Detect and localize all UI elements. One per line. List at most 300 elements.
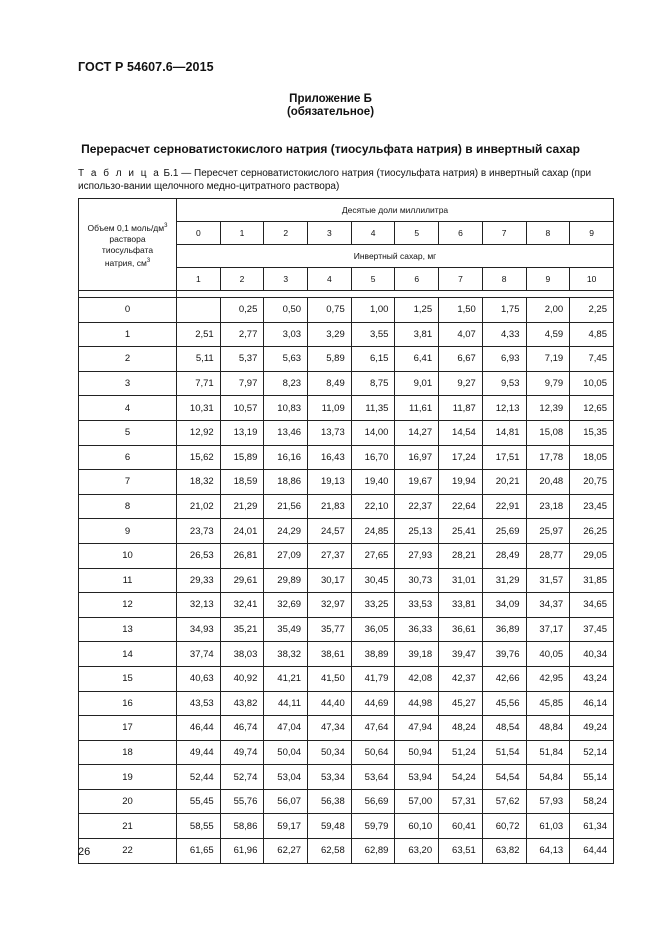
- caption-prefix: Т а б л и ц а: [78, 168, 161, 179]
- table-cell: 50,34: [308, 740, 352, 765]
- caption-text: Б.1 — Пересчет серноватистокислого натрия (тиосульфата натрия) в инвертный сахар (при использо-вании щелочного медно-цитратного раствора): [78, 168, 592, 192]
- table-cell: 12,39: [526, 396, 570, 421]
- stub-header-sup2: 3: [146, 257, 151, 264]
- table-cell: 8,23: [264, 371, 308, 396]
- table-cell: 31,57: [526, 568, 570, 593]
- table-cell: 3,55: [351, 322, 395, 347]
- table-cell: 43,82: [220, 691, 264, 716]
- table-cell: 27,65: [351, 543, 395, 568]
- table-cell: 7,97: [220, 371, 264, 396]
- table-cell: 54,24: [439, 765, 483, 790]
- table-cell: 33,25: [351, 593, 395, 618]
- table-cell: 34,09: [482, 593, 526, 618]
- row-volume: 17: [79, 716, 177, 741]
- stub-header-line3: тиосульфата: [101, 244, 154, 255]
- table-cell: 61,34: [570, 814, 614, 839]
- row-volume: 9: [79, 519, 177, 544]
- decimal-col-header: 9: [570, 222, 614, 245]
- row-volume: 22: [79, 839, 177, 864]
- table-cell: 52,74: [220, 765, 264, 790]
- table-cell: 15,62: [177, 445, 221, 470]
- stub-header: [79, 199, 177, 291]
- table-cell: 8,75: [351, 371, 395, 396]
- table-cell: 5,89: [308, 347, 352, 372]
- table-cell: 46,44: [177, 716, 221, 741]
- table-cell: 11,87: [439, 396, 483, 421]
- table-cell: 49,24: [570, 716, 614, 741]
- page-number: 26: [78, 846, 91, 858]
- table-cell: 4,33: [482, 322, 526, 347]
- row-volume: 6: [79, 445, 177, 470]
- table-cell: 2,00: [526, 298, 570, 323]
- table-cell: 3,81: [395, 322, 439, 347]
- table-cell: 31,01: [439, 568, 483, 593]
- table-cell: 21,56: [264, 494, 308, 519]
- table-cell: 28,21: [439, 543, 483, 568]
- table-cell: 42,95: [526, 666, 570, 691]
- table-cell: 14,00: [351, 420, 395, 445]
- table-cell: 44,98: [395, 691, 439, 716]
- table-row: [79, 347, 614, 372]
- table-cell: 43,53: [177, 691, 221, 716]
- table-cell: 21,29: [220, 494, 264, 519]
- table-cell: 44,40: [308, 691, 352, 716]
- table-cell: 15,08: [526, 420, 570, 445]
- row-volume: 7: [79, 470, 177, 495]
- table-cell: 17,24: [439, 445, 483, 470]
- table-cell: 26,53: [177, 543, 221, 568]
- table-cell: 53,64: [351, 765, 395, 790]
- table-cell: 10,57: [220, 396, 264, 421]
- table-row: [79, 617, 614, 642]
- stub-header-line4: натрия, см: [104, 257, 147, 268]
- table-cell: 20,48: [526, 470, 570, 495]
- table-cell: 63,82: [482, 839, 526, 864]
- table-row: [79, 765, 614, 790]
- table-cell: 46,14: [570, 691, 614, 716]
- table-cell: 13,19: [220, 420, 264, 445]
- table-cell: 13,46: [264, 420, 308, 445]
- table-cell: 9,27: [439, 371, 483, 396]
- table-cell: 23,18: [526, 494, 570, 519]
- table-cell: 14,54: [439, 420, 483, 445]
- table-cell: 45,27: [439, 691, 483, 716]
- table-cell: 6,67: [439, 347, 483, 372]
- table-cell: 58,55: [177, 814, 221, 839]
- table-cell: 17,78: [526, 445, 570, 470]
- table-row: [79, 543, 614, 568]
- table-cell: 24,85: [351, 519, 395, 544]
- table-cell: 21,83: [308, 494, 352, 519]
- column-number: 3: [264, 268, 308, 291]
- stub-header-line1: Объем 0,1 моль/дм: [87, 222, 165, 233]
- table-cell: 7,71: [177, 371, 221, 396]
- table-cell: 6,41: [395, 347, 439, 372]
- table-cell: 44,69: [351, 691, 395, 716]
- table-cell: 61,65: [177, 839, 221, 864]
- table-cell: 59,79: [351, 814, 395, 839]
- table-cell: 6,93: [482, 347, 526, 372]
- table-cell: 9,79: [526, 371, 570, 396]
- table-cell: 30,73: [395, 568, 439, 593]
- table-cell: 11,35: [351, 396, 395, 421]
- row-volume: 16: [79, 691, 177, 716]
- table-cell: 48,84: [526, 716, 570, 741]
- column-number: 8: [482, 268, 526, 291]
- table-cell: 20,75: [570, 470, 614, 495]
- decimal-col-header: 0: [177, 222, 221, 245]
- table-cell: 53,34: [308, 765, 352, 790]
- decimal-col-header: 6: [439, 222, 483, 245]
- table-cell: 18,86: [264, 470, 308, 495]
- decimal-col-header: 8: [526, 222, 570, 245]
- table-cell: 36,33: [395, 617, 439, 642]
- annex-label: Приложение Б: [289, 93, 372, 105]
- row-volume: 2: [79, 347, 177, 372]
- table-cell: 38,32: [264, 642, 308, 667]
- table-cell: 41,21: [264, 666, 308, 691]
- table-cell: 57,62: [482, 789, 526, 814]
- decimal-col-header: 7: [482, 222, 526, 245]
- table-cell: 48,24: [439, 716, 483, 741]
- table-cell: 41,50: [308, 666, 352, 691]
- table-cell: 16,70: [351, 445, 395, 470]
- table-cell: 59,48: [308, 814, 352, 839]
- table-cell: 16,16: [264, 445, 308, 470]
- row-volume: 10: [79, 543, 177, 568]
- table-cell: 18,32: [177, 470, 221, 495]
- table-cell: 0,50: [264, 298, 308, 323]
- table-cell: 13,73: [308, 420, 352, 445]
- table-cell: 51,84: [526, 740, 570, 765]
- table-cell: 4,59: [526, 322, 570, 347]
- table-cell: 8,49: [308, 371, 352, 396]
- table-cell: 20,21: [482, 470, 526, 495]
- table-cell: 19,67: [395, 470, 439, 495]
- column-number: 4: [308, 268, 352, 291]
- table-cell: 12,13: [482, 396, 526, 421]
- column-number: 7: [439, 268, 483, 291]
- table-cell: 42,37: [439, 666, 483, 691]
- table-cell: 29,33: [177, 568, 221, 593]
- table-cell: 10,05: [570, 371, 614, 396]
- table-cell: 31,29: [482, 568, 526, 593]
- row-volume: 13: [79, 617, 177, 642]
- table-cell: 3,03: [264, 322, 308, 347]
- table-cell: 28,49: [482, 543, 526, 568]
- table-cell: 60,72: [482, 814, 526, 839]
- table-cell: 27,37: [308, 543, 352, 568]
- table-cell: 33,81: [439, 593, 483, 618]
- table-cell: 55,76: [220, 789, 264, 814]
- table-cell: 51,24: [439, 740, 483, 765]
- table-cell: 38,89: [351, 642, 395, 667]
- table-cell: 2,25: [570, 298, 614, 323]
- table-cell: 22,91: [482, 494, 526, 519]
- decimal-header: Десятые доли миллилитра: [177, 199, 614, 222]
- table-cell: 32,97: [308, 593, 352, 618]
- table-cell: 62,58: [308, 839, 352, 864]
- table-cell: 39,76: [482, 642, 526, 667]
- table-body: [79, 291, 614, 864]
- table-cell: 23,73: [177, 519, 221, 544]
- table-cell: 18,59: [220, 470, 264, 495]
- table-row: [79, 839, 614, 864]
- table-cell: 56,07: [264, 789, 308, 814]
- row-volume: 19: [79, 765, 177, 790]
- table-cell: 23,45: [570, 494, 614, 519]
- table-cell: 37,74: [177, 642, 221, 667]
- table-cell: 6,15: [351, 347, 395, 372]
- row-volume: 15: [79, 666, 177, 691]
- table-cell: 47,94: [395, 716, 439, 741]
- table-cell: 43,24: [570, 666, 614, 691]
- table-cell: 42,08: [395, 666, 439, 691]
- row-volume: 11: [79, 568, 177, 593]
- table-cell: 36,05: [351, 617, 395, 642]
- table-cell: 10,31: [177, 396, 221, 421]
- table-cell: 41,79: [351, 666, 395, 691]
- table-cell: 24,01: [220, 519, 264, 544]
- table-row: [79, 642, 614, 667]
- table-cell: 64,44: [570, 839, 614, 864]
- table-cell: 27,09: [264, 543, 308, 568]
- table-cell: 36,61: [439, 617, 483, 642]
- table-cell: 57,93: [526, 789, 570, 814]
- table-cell: 26,81: [220, 543, 264, 568]
- table-cell: 11,09: [308, 396, 352, 421]
- table-cell: 50,94: [395, 740, 439, 765]
- table-cell: 37,45: [570, 617, 614, 642]
- table-cell: 29,61: [220, 568, 264, 593]
- table-cell: 4,85: [570, 322, 614, 347]
- table-cell: 5,37: [220, 347, 264, 372]
- table-row: [79, 789, 614, 814]
- table-cell: 53,94: [395, 765, 439, 790]
- table-cell: 58,24: [570, 789, 614, 814]
- table-cell: 50,64: [351, 740, 395, 765]
- sugar-header: Инвертный сахар, мг: [177, 245, 614, 268]
- table-row: [79, 470, 614, 495]
- table-header: [79, 199, 614, 291]
- table-cell: 32,69: [264, 593, 308, 618]
- table-cell: 63,51: [439, 839, 483, 864]
- table-cell: 57,00: [395, 789, 439, 814]
- table-cell: 2,77: [220, 322, 264, 347]
- table-cell: 19,94: [439, 470, 483, 495]
- table-cell: 21,02: [177, 494, 221, 519]
- header-separator: [79, 291, 614, 298]
- table-cell: 37,17: [526, 617, 570, 642]
- decimal-col-header: 1: [220, 222, 264, 245]
- table-caption: [78, 167, 623, 193]
- table-cell: 7,19: [526, 347, 570, 372]
- table-cell: 17,51: [482, 445, 526, 470]
- table-cell: 19,13: [308, 470, 352, 495]
- table-cell: [177, 298, 221, 323]
- decimal-col-header: 2: [264, 222, 308, 245]
- table-cell: 40,92: [220, 666, 264, 691]
- table-cell: 25,69: [482, 519, 526, 544]
- table-cell: 24,57: [308, 519, 352, 544]
- table-cell: 46,74: [220, 716, 264, 741]
- column-number: 9: [526, 268, 570, 291]
- table-cell: 61,96: [220, 839, 264, 864]
- table-row: [79, 568, 614, 593]
- table-cell: 28,77: [526, 543, 570, 568]
- row-volume: 20: [79, 789, 177, 814]
- table-cell: 34,37: [526, 593, 570, 618]
- table-cell: 22,10: [351, 494, 395, 519]
- stub-header-sup: 3: [164, 222, 168, 229]
- table-cell: 14,27: [395, 420, 439, 445]
- row-volume: 8: [79, 494, 177, 519]
- row-volume: 0: [79, 298, 177, 323]
- table-cell: 29,05: [570, 543, 614, 568]
- column-number: 2: [220, 268, 264, 291]
- table-cell: 35,77: [308, 617, 352, 642]
- table-row: [79, 716, 614, 741]
- table-cell: 40,63: [177, 666, 221, 691]
- table-cell: 47,04: [264, 716, 308, 741]
- column-number: 10: [570, 268, 614, 291]
- table-row: [79, 691, 614, 716]
- table-cell: 7,45: [570, 347, 614, 372]
- table-cell: 4,07: [439, 322, 483, 347]
- table-cell: 15,35: [570, 420, 614, 445]
- table-cell: 9,01: [395, 371, 439, 396]
- table-row: [79, 740, 614, 765]
- table-cell: 56,38: [308, 789, 352, 814]
- table-cell: 59,17: [264, 814, 308, 839]
- table-cell: 64,13: [526, 839, 570, 864]
- table-cell: 52,14: [570, 740, 614, 765]
- table-cell: 58,86: [220, 814, 264, 839]
- table-cell: 48,54: [482, 716, 526, 741]
- table-cell: 39,47: [439, 642, 483, 667]
- decimal-col-header: 3: [308, 222, 352, 245]
- table-cell: 54,54: [482, 765, 526, 790]
- table-cell: 60,41: [439, 814, 483, 839]
- table-cell: 9,53: [482, 371, 526, 396]
- table-cell: 39,18: [395, 642, 439, 667]
- table-cell: 24,29: [264, 519, 308, 544]
- table-row: [79, 445, 614, 470]
- stub-header-line2: раствора: [109, 233, 146, 244]
- table-cell: 36,89: [482, 617, 526, 642]
- table-cell: 25,97: [526, 519, 570, 544]
- table-cell: 42,66: [482, 666, 526, 691]
- table-cell: 34,93: [177, 617, 221, 642]
- table-cell: 55,14: [570, 765, 614, 790]
- table-row: [79, 519, 614, 544]
- table-cell: 11,61: [395, 396, 439, 421]
- table-cell: 56,69: [351, 789, 395, 814]
- table-row: [79, 396, 614, 421]
- table-row: [79, 420, 614, 445]
- table-cell: 3,29: [308, 322, 352, 347]
- table-cell: 32,41: [220, 593, 264, 618]
- table-cell: 27,93: [395, 543, 439, 568]
- table-cell: 33,53: [395, 593, 439, 618]
- table-cell: 53,04: [264, 765, 308, 790]
- row-volume: 3: [79, 371, 177, 396]
- row-volume: 21: [79, 814, 177, 839]
- table-cell: 10,83: [264, 396, 308, 421]
- table-cell: 63,20: [395, 839, 439, 864]
- table-cell: 1,75: [482, 298, 526, 323]
- table-row: [79, 322, 614, 347]
- table-cell: 31,85: [570, 568, 614, 593]
- table-cell: 1,50: [439, 298, 483, 323]
- table-cell: 5,11: [177, 347, 221, 372]
- table-cell: 30,17: [308, 568, 352, 593]
- table-cell: 55,45: [177, 789, 221, 814]
- table-cell: 29,89: [264, 568, 308, 593]
- table-cell: 40,34: [570, 642, 614, 667]
- table-cell: 62,89: [351, 839, 395, 864]
- table-cell: 52,44: [177, 765, 221, 790]
- table-cell: 16,43: [308, 445, 352, 470]
- column-number: 1: [177, 268, 221, 291]
- table-cell: 12,65: [570, 396, 614, 421]
- table-cell: 45,85: [526, 691, 570, 716]
- table-cell: 22,37: [395, 494, 439, 519]
- table-row: [79, 494, 614, 519]
- table-cell: 35,21: [220, 617, 264, 642]
- table-cell: 0,25: [220, 298, 264, 323]
- table-cell: 35,49: [264, 617, 308, 642]
- table-cell: 25,41: [439, 519, 483, 544]
- row-volume: 14: [79, 642, 177, 667]
- table-cell: 49,44: [177, 740, 221, 765]
- row-volume: 5: [79, 420, 177, 445]
- row-volume: 18: [79, 740, 177, 765]
- table-cell: 62,27: [264, 839, 308, 864]
- table-row: [79, 814, 614, 839]
- table-cell: 18,05: [570, 445, 614, 470]
- table-cell: 38,03: [220, 642, 264, 667]
- table-cell: 26,25: [570, 519, 614, 544]
- table-cell: 54,84: [526, 765, 570, 790]
- decimal-col-header: 4: [351, 222, 395, 245]
- table-cell: 15,89: [220, 445, 264, 470]
- table-row: [79, 666, 614, 691]
- table-cell: 47,34: [308, 716, 352, 741]
- conversion-table: [78, 198, 614, 864]
- table-cell: 5,63: [264, 347, 308, 372]
- table-cell: 1,00: [351, 298, 395, 323]
- annex-title: Перерасчет серноватистокислого натрия (тиосульфата натрия) в инвертный сахар: [81, 142, 580, 156]
- table-cell: 12,92: [177, 420, 221, 445]
- row-volume: 1: [79, 322, 177, 347]
- row-volume: 4: [79, 396, 177, 421]
- table-cell: 16,97: [395, 445, 439, 470]
- decimal-col-header: 5: [395, 222, 439, 245]
- table-cell: 57,31: [439, 789, 483, 814]
- annex-heading: [0, 93, 661, 119]
- table-row: [79, 593, 614, 618]
- column-number: 6: [395, 268, 439, 291]
- table-cell: 45,56: [482, 691, 526, 716]
- table-cell: 50,04: [264, 740, 308, 765]
- column-number: 5: [351, 268, 395, 291]
- table-cell: 2,51: [177, 322, 221, 347]
- annex-status: (обязательное): [286, 106, 375, 118]
- table-cell: 32,13: [177, 593, 221, 618]
- table-cell: 0,75: [308, 298, 352, 323]
- table-cell: 47,64: [351, 716, 395, 741]
